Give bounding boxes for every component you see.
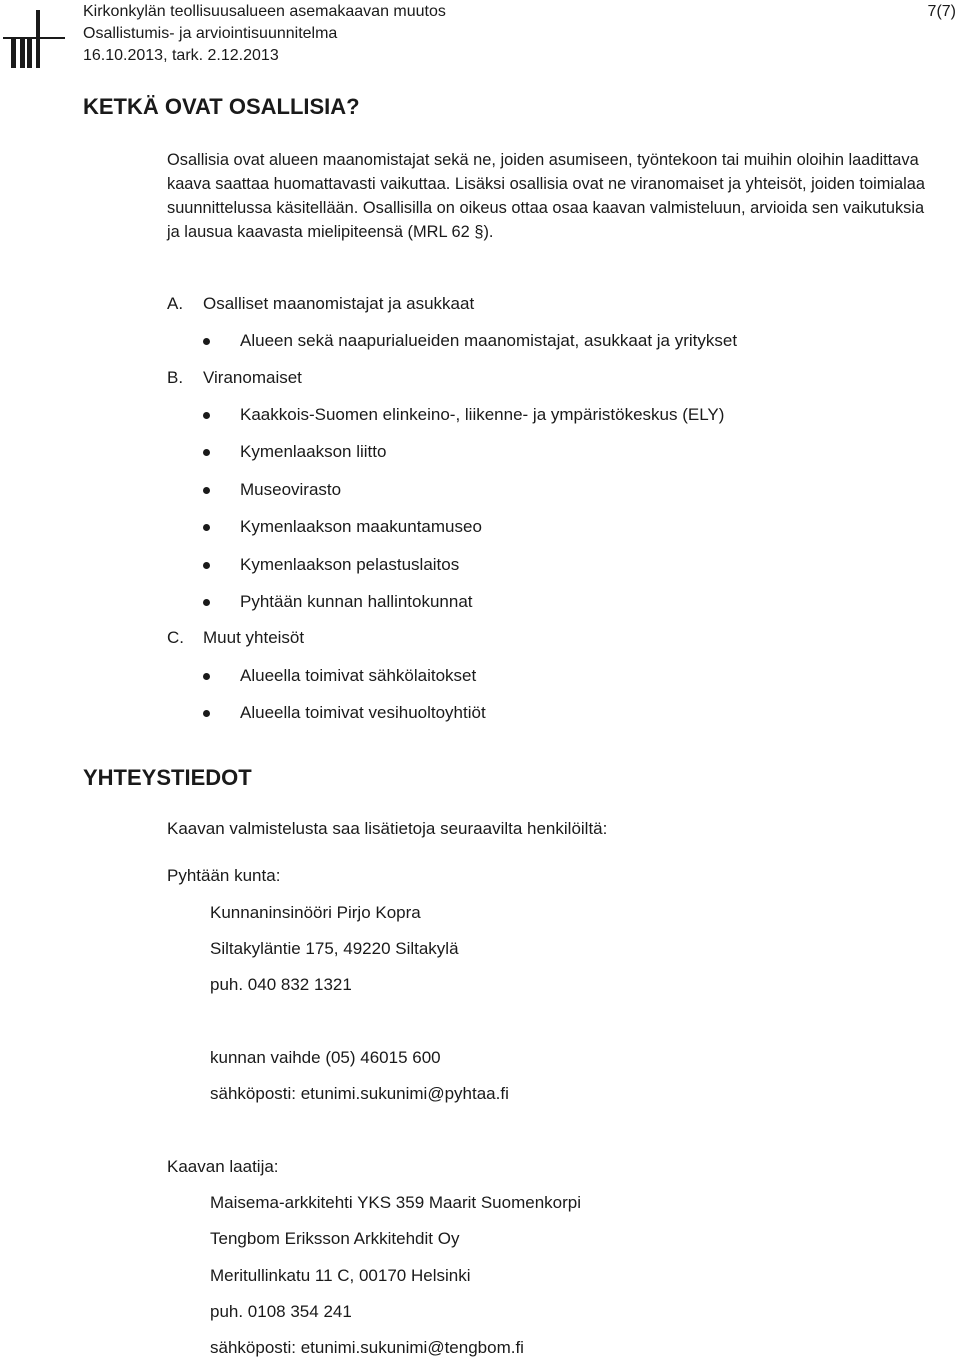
- list-item: Kaakkois-Suomen elinkeino-, liikenne- ja ympäristökeskus (ELY): [240, 404, 724, 426]
- municipality-label: Pyhtään kunta:: [167, 866, 281, 885]
- section-b-title: [167, 367, 302, 389]
- bullet-icon: [203, 562, 210, 569]
- planner-address: Meritullinkatu 11 C, 00170 Helsinki: [210, 1266, 471, 1285]
- municipality-switchboard: kunnan vaihde (05) 46015 600: [210, 1048, 441, 1067]
- list-item: Museovirasto: [240, 479, 341, 501]
- page-number: 7(7): [927, 3, 956, 20]
- participants-heading: KETKÄ OVAT OSALLISIA?: [83, 94, 360, 119]
- bullet-icon: [203, 710, 210, 717]
- list-item: Kymenlaakson pelastuslaitos: [240, 554, 459, 576]
- planner-email: sähköposti: etunimi.sukunimi@tengbom.fi: [210, 1338, 524, 1357]
- planner-name: Maisema-arkkitehti YKS 359 Maarit Suomenkorpi: [210, 1193, 582, 1212]
- section-c-title: [167, 627, 304, 649]
- planner-phone: puh. 0108 354 241: [210, 1302, 352, 1321]
- municipality-contact-name: Kunnaninsinööri Pirjo Kopra: [210, 903, 421, 922]
- bullet-icon: [203, 412, 210, 419]
- section-letter: A.: [167, 294, 184, 313]
- bullet-icon: [203, 524, 210, 531]
- document-header: [83, 1, 446, 67]
- header-title: Kirkonkylän teollisuusalueen asemakaavan muutos: [83, 3, 446, 20]
- municipality-address: Siltakyläntie 175, 49220 Siltakylä: [210, 939, 459, 958]
- list-item: Alueella toimivat sähkölaitokset: [240, 665, 476, 687]
- municipality-phone: puh. 040 832 1321: [210, 975, 352, 994]
- contacts-intro: Kaavan valmistelusta saa lisätietoja seuraavilta henkilöiltä:: [167, 819, 608, 838]
- section-title: Osalliset maanomistajat ja asukkaat: [203, 294, 475, 313]
- section-title: Viranomaiset: [203, 368, 302, 387]
- bullet-icon: [203, 338, 210, 345]
- section-letter: C.: [167, 628, 184, 647]
- tengbom-logo: [3, 8, 65, 68]
- participants-intro: Osallisia ovat alueen maanomistajat sekä ne, joiden asumiseen, työntekoon tai muihin oloihin laadittava kaava saattaa huomattavasti vaikuttaa. Lisäksi osallisia ovat ne viranomaiset ja yhteisöt, joiden toimialaa suunnittelussa käsitellään. Osallisilla on oikeus ottaa osaa kaavan valmisteluun, arvioida sen vaikutuksia ja lausua kaavasta mielipiteensä (MRL 62 §).: [167, 151, 926, 241]
- bullet-icon: [203, 599, 210, 606]
- municipality-email: sähköposti: etunimi.sukunimi@pyhtaa.fi: [210, 1084, 509, 1103]
- planner-label: Kaavan laatija:: [167, 1157, 279, 1176]
- list-item: Alueella toimivat vesihuoltoyhtiöt: [240, 702, 486, 724]
- list-item: Kymenlaakson maakuntamuseo: [240, 516, 482, 538]
- bullet-icon: [203, 449, 210, 456]
- list-item: Kymenlaakson liitto: [240, 441, 386, 463]
- header-subtitle: Osallistumis- ja arviointisuunnitelma: [83, 25, 338, 42]
- list-item: Pyhtään kunnan hallintokunnat: [240, 591, 473, 613]
- section-letter: B.: [167, 368, 184, 387]
- planner-company: Tengbom Eriksson Arkkitehdit Oy: [210, 1229, 460, 1248]
- list-item: Alueen sekä naapurialueiden maanomistajat, asukkaat ja yritykset: [240, 330, 737, 352]
- header-date: 16.10.2013, tark. 2.12.2013: [83, 47, 279, 64]
- contacts-heading: YHTEYSTIEDOT: [83, 765, 252, 790]
- section-title: Muut yhteisöt: [203, 628, 305, 647]
- section-a-title: [167, 293, 474, 315]
- bullet-icon: [203, 673, 210, 680]
- bullet-icon: [203, 487, 210, 494]
